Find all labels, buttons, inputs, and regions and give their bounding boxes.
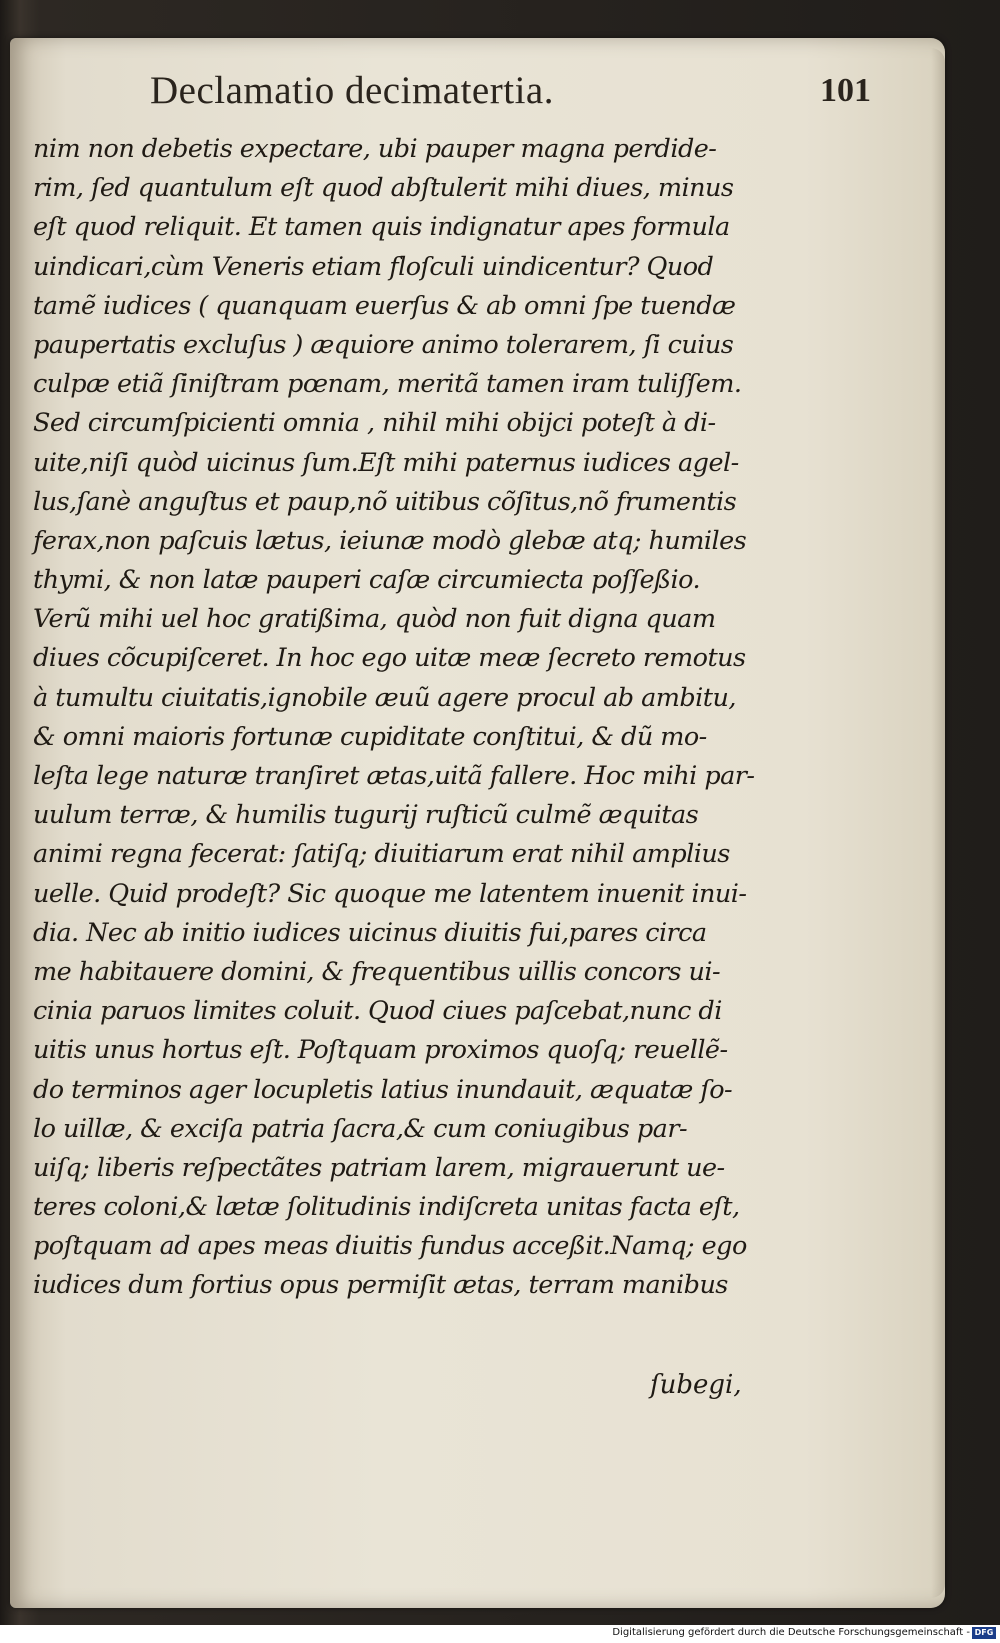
text-line: me habitauere domini, & frequentibus uillis concors ui- — [33, 956, 721, 987]
text-line: uiſq; liberis reſpectãtes patriam larem, migrauerunt ue- — [33, 1152, 725, 1183]
running-head — [150, 68, 871, 128]
text-line: à tumultu ciuitatis,ignobile æuũ agere procul ab ambitu, — [33, 682, 736, 713]
text-line: iudices dum fortius opus permiſit ætas, terram manibus — [33, 1270, 728, 1301]
running-head-title: Declamatio decimatertia. — [150, 69, 554, 112]
text-line: ferax,non paſcuis lætus, ieiunæ modò glebæ atq; humiles — [33, 525, 747, 556]
text-line: uindicari,cùm Veneris etiam floſculi uindicentur? Quod — [33, 251, 714, 282]
text-line: Sed circumſpicienti omnia , nihil mihi obijci poteſt à di- — [33, 408, 716, 439]
dfg-logo-icon: DFG — [972, 1627, 996, 1639]
text-line: uitis unus hortus eſt. Poſtquam proximos quoſq; reuellẽ- — [33, 1035, 728, 1066]
text-line: uite,niſi quòd uicinus ſum.Eſt mihi paternus iudices agel- — [33, 447, 739, 478]
text-line: uelle. Quid prodeſt? Sic quoque me latentem inuenit inui- — [33, 878, 747, 909]
text-line: rim, ſed quantulum eſt quod abſtulerit mihi diues, minus — [33, 173, 734, 204]
text-line: uulum terræ, & humilis tugurij ruſticũ culmẽ æquitas — [33, 800, 699, 831]
catchword: ſubegi, — [650, 1370, 742, 1400]
text-line: thymi, & non latæ pauperi caſæ circumiecta poſſeßio. — [33, 565, 701, 596]
text-line: eſt quod reliquit. Et tamen quis indignatur apes formula — [33, 212, 730, 243]
text-line: nim non debetis expectare, ubi pauper magna perdide- — [33, 134, 717, 164]
text-line: animi regna fecerat: ſatiſq; diuitiarum erat nihil amplius — [33, 839, 730, 870]
text-line: tamẽ iudices ( quanquam euerſus & ab omni ſpe tuendæ — [33, 290, 736, 321]
text-line: do terminos ager locupletis latius inundauit, æquatæ ſo- — [33, 1074, 733, 1105]
text-line: lo uillæ, & exciſa patria ſacra,& cum coniugibus par- — [33, 1113, 688, 1144]
text-line: cinia paruos limites coluit. Quod ciues paſcebat,nunc di — [33, 996, 722, 1027]
text-line: lus,ſanè anguſtus et paup,nõ uitibus cõſitus,nõ frumentis — [33, 486, 737, 517]
text-line: & omni maioris fortunæ cupiditate conſtitui, & dũ mo- — [33, 721, 707, 752]
text-line: diues cõcupiſceret. In hoc ego uitæ meæ ſecreto remotus — [33, 643, 746, 674]
text-line: Verũ mihi uel hoc gratißima, quòd non fuit digna quam — [33, 604, 716, 635]
body-text — [33, 130, 778, 1306]
page-number: 101 — [820, 72, 871, 109]
page-edge — [931, 48, 945, 1598]
text-line: dia. Nec ab initio iudices uicinus diuitis fui,pares circa — [33, 917, 707, 948]
footer-credit: Digitalisierung gefördert durch die Deutsche Forschungsgemeinschaft - — [612, 1627, 970, 1638]
text-line: culpæ etiã ſiniſtram pœnam, meritã tamen iram tuliſſem. — [33, 369, 742, 400]
text-line: paupertatis excluſus ) æquiore animo tolerarem, ſi cuius — [33, 329, 734, 360]
text-line: teres coloni,& lætæ ſolitudinis indiſcreta unitas facta eſt, — [33, 1192, 740, 1223]
text-line: leſta lege naturæ tranſiret ætas,uitã fallere. Hoc mihi par- — [33, 761, 755, 791]
text-line: poſtquam ad apes meas diuitis fundus acceßit.Namq; ego — [33, 1231, 747, 1262]
